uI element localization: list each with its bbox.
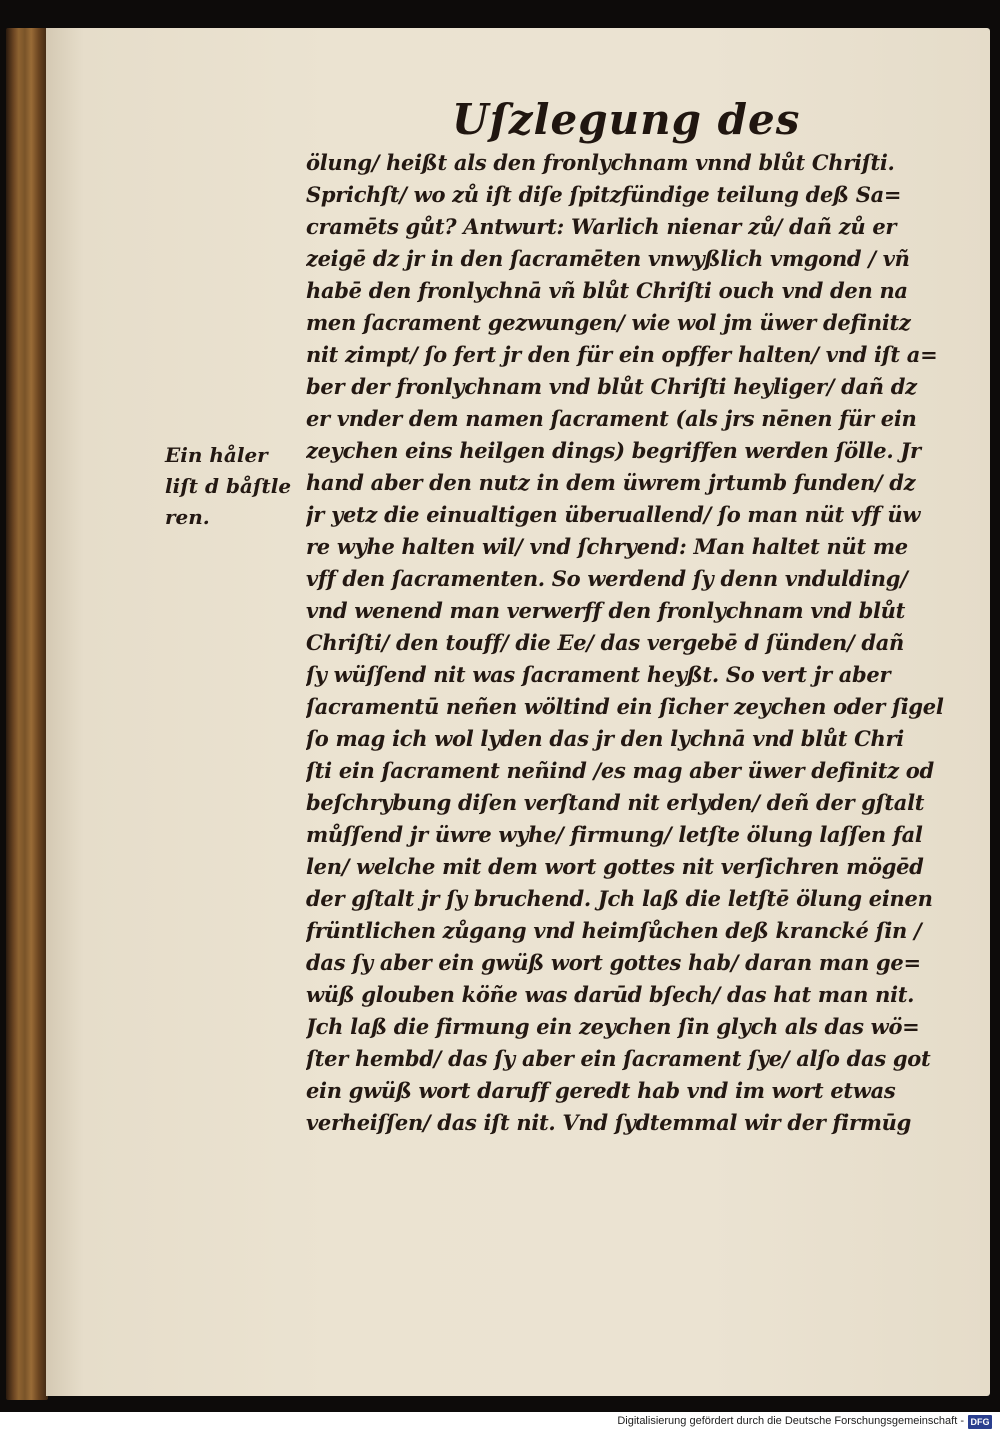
text-line: ber der fronlychnam vnd blůt Chriſti heyliger/ dañ dz — [306, 374, 917, 399]
margin-note-line: Ein håler — [165, 443, 268, 467]
text-line: ölung/ heißt als den fronlychnam vnnd blůt Chriſti. — [306, 150, 895, 175]
body-text — [306, 147, 966, 1139]
text-line: ſacramentū neñen wöltind ein ſicher zeychen oder ſigel — [306, 694, 944, 719]
text-line: len/ welche mit dem wort gottes nit verſichren mögēd — [306, 854, 924, 879]
text-line: das ſy aber ein gwüß wort gottes hab/ daran man ge= — [306, 950, 921, 975]
footer-bar — [0, 1412, 1000, 1434]
text-line: ein gwüß wort daruff geredt hab vnd im wort etwas — [306, 1078, 896, 1103]
text-line: Jch laß die firmung ein zeychen ſin glych als das wö= — [306, 1014, 920, 1039]
margin-note-line: ren. — [165, 505, 210, 529]
text-line: verheiſſen/ das iſt nit. Vnd ſydtemmal wir der firmūg — [306, 1110, 911, 1135]
funding-credit: Digitalisierung gefördert durch die Deutsche Forschungsgemeinschaft - — [617, 1415, 964, 1427]
text-line: ſti ein ſacrament neñind /es mag aber üwer definitz od — [306, 758, 934, 783]
text-line: jr yetz die einualtigen überuallend/ ſo man nüt vff üw — [306, 502, 921, 527]
text-line: ſy wüſſend nit was ſacrament heyßt. So vert jr aber — [306, 662, 891, 687]
text-line: vff den ſacramenten. So werdend ſy denn vndulding/ — [306, 566, 908, 591]
text-line: nit zimpt/ ſo fert jr den für ein opffer halten/ vnd iſt a= — [306, 342, 938, 367]
margin-note — [165, 440, 305, 533]
text-line: ſter hembd/ das ſy aber ein ſacrament ſye/ alſo das got — [306, 1046, 931, 1071]
text-line: cramēts gůt? Antwurt: Warlich nienar zů/ dañ zů er — [306, 214, 897, 239]
text-line: der gſtalt jr ſy bruchend. Jch laß die letſtē ölung einen — [306, 886, 933, 911]
book-page-edges — [6, 28, 48, 1400]
text-line: re wyhe halten wil/ vnd ſchryend: Man haltet nüt me — [306, 534, 908, 559]
text-line: wüß glouben köñe was darūd bſech/ das hat man nit. — [306, 982, 915, 1007]
text-line: men ſacrament gezwungen/ wie wol jm üwer definitz — [306, 310, 911, 335]
text-line: Chriſti/ den touff/ die Ee/ das vergebē d ſünden/ dañ — [306, 630, 905, 655]
dfg-logo: DFG — [968, 1415, 992, 1429]
text-line: zeychen eins heilgen dings) begriffen werden ſölle. Jr — [306, 438, 921, 463]
text-line: zeigē dz jr in den ſacramēten vnwyßlich vmgond / vñ — [306, 246, 910, 271]
text-line: er vnder dem namen ſacrament (als jrs nēnen für ein — [306, 406, 917, 431]
text-line: můſſend jr üwre wyhe/ firmung/ letſte ölung laſſen fal — [306, 822, 923, 847]
text-line: habē den fronlychnā vñ blůt Chriſti ouch vnd den na — [306, 278, 908, 303]
text-line: früntlichen zůgang vnd heimſůchen deß krancké ſin / — [306, 918, 922, 943]
text-line: ſo mag ich wol lyden das jr den lychnā vnd blůt Chri — [306, 726, 904, 751]
text-line: Sprichſt/ wo zů iſt diſe ſpitzfündige teilung deß Sa= — [306, 182, 902, 207]
running-heading: Uſzlegung des — [452, 95, 801, 144]
text-line: beſchrybung diſen verſtand nit erlyden/ deñ der gſtalt — [306, 790, 925, 815]
margin-note-line: liſt d båſtle — [165, 474, 292, 498]
text-line: hand aber den nutz in dem üwrem jrtumb funden/ dz — [306, 470, 916, 495]
text-line: vnd wenend man verwerff den fronlychnam vnd blůt — [306, 598, 906, 623]
